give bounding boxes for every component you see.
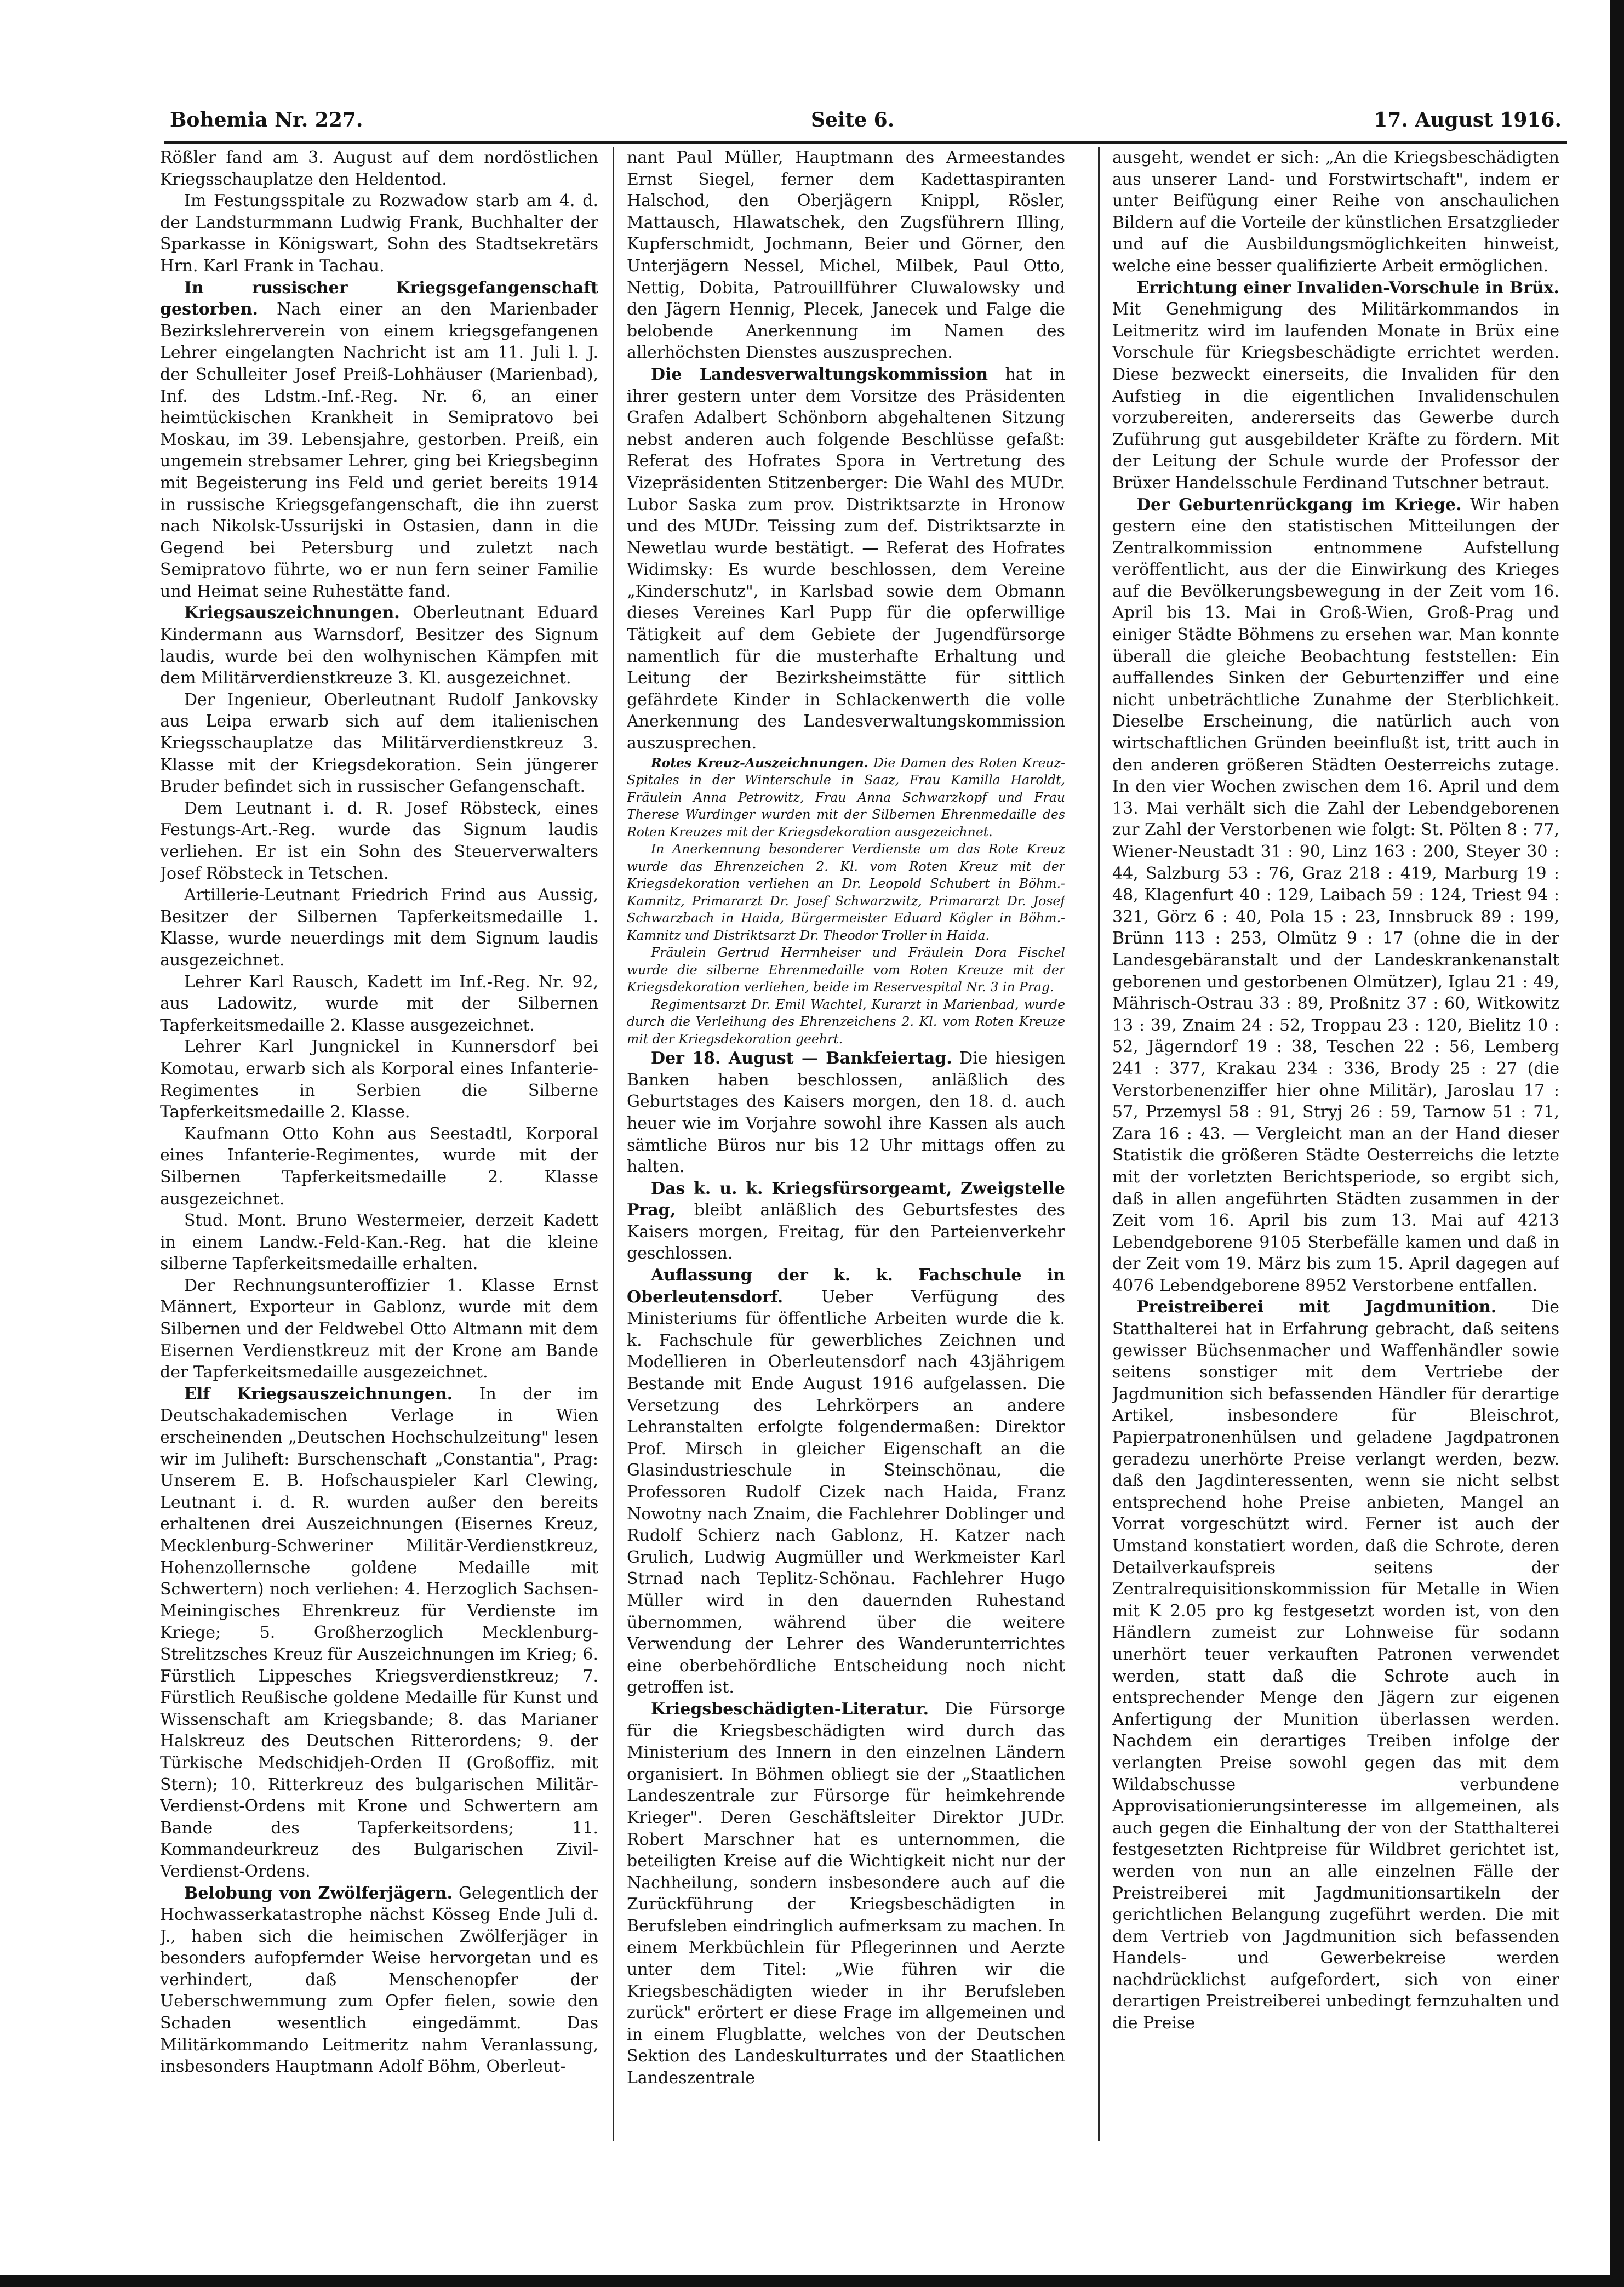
article-paragraph	[160, 1210, 598, 1275]
article-headline: Die Landesverwaltungskommission	[651, 364, 988, 384]
article-headline: Der 18. August — Bankfeiertag.	[651, 1049, 952, 1068]
scan-edge-right	[1610, 0, 1624, 2287]
article-text: Dem Leutnant i. d. R. Josef Röbsteck, eines Festungs-Art.-Reg. wurde das Signum laudis verliehen. Er ist ein Sohn des Steuerverwalters Josef Röbsteck in Tetschen.	[160, 798, 598, 883]
article-text: Die hiesigen Banken haben beschlossen, anläßlich des Geburtstages des Kaisers morgen, den 18. d. auch heuer wie im Vorjahre sowohl ihre Kassen als auch sämtliche Büros nur bis 12 Uhr mittags offen zu halten.	[627, 1049, 1065, 1177]
article-text: Kaufmann Otto Kohn aus Seestadtl, Korporal eines Infanterie-Regimentes, wurde mit der Silbernen Tapferkeitsmedaille 2. Klasse ausgezeichnet.	[160, 1124, 598, 1209]
article-text: Lehrer Karl Jungnickel in Kunnersdorf bei Komotau, erwarb sich als Korporal eines Infanterie-Regimentes in Serbien die Silberne Tapferkeitsmedaille 2. Klasse.	[160, 1037, 598, 1122]
article-text: Wir haben gestern eine den statistischen Mitteilungen der Zentralkommission entnommene Aufstellung veröffentlicht, aus der die Einwirkung des Krieges auf die Bevölkerungsbewegung in der Zeit vom 16. April bis 13. Mai in Groß-Wien, Groß-Prag und einiger Städte Böhmens zu ersehen war. Man konnte überall die gleiche Beobachtung feststellen: Ein auffallendes Sinken der Geburtenziffer und eine nicht unbeträchtliche Zunahme der Sterblichkeit. Dieselbe Erscheinung, die natürlich auch von wirtschaftlichen Gründen beeinflußt ist, tritt auch in den anderen größeren Städten Oesterreichs zutage. In den vier Wochen zwischen dem 16. April und dem 13. Mai verhält sich die Zahl der Lebendgeborenen zur Zahl der Verstorbenen wie folgt: St. Pölten 8 : 77, Wiener-Neustadt 31 : 90, Linz 163 : 200, Steyer 30 : 44, Salzburg 53 : 76, Graz 218 : 419, Marburg 19 : 48, Klagenfurt 40 : 129, Laibach 59 : 124, Triest 94 : 321, Görz 6 : 40, Pola 15 : 23, Innsbruck 89 : 199, Brünn 113 : 253, Olmütz 9 : 17 (ohne die in der Landesgebäranstalt und der Landeskrankenanstalt geborenen und gestorbenen Olmützer), Iglau 21 : 49, Mährisch-Ostrau 33 : 89, Proßnitz 37 : 60, Witkowitz 13 : 39, Znaim 24 : 52, Troppau 23 : 120, Bielitz 10 : 52, Jägerndorf 19 : 38, Teschen 22 : 56, Lemberg 241 : 377, Krakau 234 : 336, Brody 25 : 27 (die Verstorbenenziffer hier ohne Militär), Jaroslau 17 : 57, Przemysl 58 : 91, Stryj 26 : 59, Tarnow 51 : 71, Zara 16 : 43. — Vergleicht man an der Hand dieser Statistik die größeren Städte Oesterreichs die letzte mit der vorletzten Berichtsperiode, so ergibt sich, daß in allen angeführten Städten zusammen in der Zeit vom 16. April bis zum 13. Mai auf 4213 Lebendgeborene 9105 Sterbefälle kamen und daß in der Zeit vom 19. März bis zum 15. April dagegen auf 4076 Lebendgeborene 8952 Verstorbene entfallen.	[1112, 495, 1559, 1295]
header-page-number: Seite 6.	[811, 108, 895, 131]
article-paragraph	[627, 364, 1065, 754]
article-text: Stud. Mont. Bruno Westermeier, derzeit Kadett in einem Landw.-Feld-Kan.-Reg. hat die kleine silberne Tapferkeitsmedaille erhalten.	[160, 1211, 598, 1274]
column-divider	[613, 147, 614, 2141]
article-text: Ueber Verfügung des Ministeriums für öffentliche Arbeiten wurde die k. k. Fachschule für gewerbliches Zeichnen und Modellieren in Oberleutensdorf nach 43jährigem Bestande mit Ende August 1916 aufgelassen. Die Versetzung des Lehrkörpers an andere Lehranstalten erfolgte folgendermaßen: Direktor Prof. Mirsch in gleicher Eigenschaft an die Glasindustrieschule in Steinschönau, die Professoren Rudolf Cizek nach Haida, Franz Nowotny nach Znaim, die Fachlehrer Doblinger und Rudolf Schierz nach Gablonz, H. Katzer nach Grulich, Ludwig Augmüller und Werkmeister Karl Strnad nach Teplitz-Schönau. Fachlehrer Hugo Müller wird in den dauernden Ruhestand übernommen, während über die weitere Verwendung der Lehrer des Wanderunterrichtes eine oberbehördliche Entscheidung noch nicht getroffen ist.	[627, 1287, 1065, 1697]
article-paragraph	[160, 798, 598, 884]
article-text: Der Rechnungsunteroffizier 1. Klasse Ernst Männert, Exporteur in Gablonz, wurde mit dem Silbernen und der Feldwebel Otto Altmann mit dem Eisernen Verdienstkreuz mit der Krone am Bande der Tapferkeitsmedaille ausgezeichnet.	[160, 1276, 598, 1382]
article-text: Regimentsarzt Dr. Emil Wachtel, Kurarzt in Marienbad, wurde durch die Verleihung des Ehrenzeichens 2. Kl. vom Roten Kreuze mit der Kriegsdekoration geehrt.	[627, 996, 1065, 1047]
article-headline: Belobung von Zwölferjägern.	[184, 1883, 453, 1903]
article-text: Rößler fand am 3. August auf dem nordöstlichen Kriegsschauplatze den Heldentod.	[160, 148, 598, 189]
header-rule	[164, 141, 1567, 144]
article-text: ausgeht, wendet er sich: „An die Kriegsbeschädigten aus unserer Land- und Forstwirtschaft", indem er unter Beifügung einer Reihe von anschaulichen Bildern auf die Vorteile der künstlichen Ersatzglieder und auf die Ausbildungsmöglichkeiten hinweist, welche eine besser qualifizierte Arbeit ermöglichen.	[1112, 148, 1559, 276]
header-date: 17. August 1916.	[1374, 108, 1562, 131]
article-text: Mit Genehmigung des Militärkommandos in Leitmeritz wird im laufenden Monate in Brüx eine Vorschule für Kriegsbeschädigte errichtet werden. Diese bezweckt einerseits, die Invaliden für den Aufstieg in die eigentlichen Invalidenschulen vorzubereiten, andererseits das Gewerbe durch Zuführung gut ausgebildeter Kräfte zu fördern. Mit der Leitung der Schule wurde der Professor der Brüxer Handelsschule Ferdinand Tutschner betraut.	[1112, 300, 1559, 493]
article-paragraph	[160, 277, 598, 603]
article-paragraph	[1112, 147, 1559, 277]
article-text: Nach einer an den Marienbader Bezirkslehrerverein von einem kriegsgefangenen Lehrer eingelangten Nachricht ist am 11. Juli l. J. der Schulleiter Josef Preiß-Lohhäuser (Marienbad), Inf. des Ldstm.-Inf.-Reg. Nr. 6, an einer heimtückischen Krankheit in Semipratovo bei Moskau, im 39. Lebensjahre, gestorben. Preiß, ein ungemein strebsamer Lehrer, ging bei Kriegsbeginn mit Begeisterung ins Feld und geriet bereits 1914 in russische Kriegsgefangenschaft, die ihn zuerst nach Nikolsk-Ussurijski in Ostasien, dann in die Gegend bei Petersburg und zuletzt nach Semipratovo führte, wo er nun fern seiner Familie und Heimat seine Ruhestätte fand.	[160, 300, 598, 601]
article-paragraph	[627, 841, 1065, 944]
article-paragraph	[160, 147, 598, 190]
article-headline: Errichtung einer Invaliden-Vorschule in Brüx.	[1136, 278, 1559, 298]
article-paragraph	[160, 971, 598, 1037]
article-headline: Rotes Kreuz-Auszeichnungen.	[651, 754, 868, 770]
article-text: Die Statthalterei hat in Erfahrung gebracht, daß seitens gewisser Büchsenmacher und Waffenhändler sowie seitens sonstiger mit dem Vertriebe der Jagdmunition sich befassenden Händler für derartige Artikel, insbesondere für Bleischrot, Papierpatronenhülsen und geladene Jagdpatronen geradezu unerhörte Preise verlangt werden, bezw. daß den Jagdinteressenten, wenn sie nicht selbst entsprechend hohe Preise anbieten, Mangel an Vorrat vorgeschützt wird. Ferner ist auch der Umstand konstatiert worden, daß die Schrote, deren Detailverkaufspreis seitens der Zentralrequisitionskommission für Metalle in Wien mit K 2.05 pro kg festgesetzt worden ist, von den Händlern zumeist zur Lohnweise für sodann unerhört teuer verkauften Patronen verwendet werden, statt daß die Schrote auch in entsprechender Menge den Jägern zur eigenen Anfertigung der Munition überlassen werden. Nachdem ein derartiges Treiben infolge der verlangten Preise sowohl gegen das mit dem Wildabschusse verbundene Approvisationierungsinteresse im allgemeinen, als auch gegen die Einhaltung der von der Statthalterei festgesetzten Richtpreise für Wildbret gerichtet ist, werden von nun an alle einzelnen Fälle der Preistreiberei mit Jagdmunitionsartikeln der gerichtlichen Belangung zugeführt werden. Die mit dem Vertrieb von Jagdmunition sich befassenden Handels- und Gewerbekreise werden nachdrücklichst aufgefordert, sich von einer derartigen Preistreiberei unbedingt fernzuhalten und die Preise	[1112, 1297, 1559, 2033]
article-paragraph	[1112, 494, 1559, 1297]
article-headline: Kriegsauszeichnungen.	[184, 603, 400, 623]
article-headline: Das k. u. k. Kriegsfürsorgeamt, Zweigstelle Prag,	[627, 1179, 1065, 1220]
article-paragraph	[627, 944, 1065, 996]
article-paragraph	[160, 689, 598, 798]
article-text: Die Fürsorge für die Kriegsbeschädigten wird durch das Ministerium des Innern in den einzelnen Ländern organisiert. In Böhmen obliegt sie der „Staatlichen Landeszentrale zur Fürsorge für heimkehrende Krieger". Deren Geschäftsleiter Direktor JUDr. Robert Marschner hat es unternommen, die beteiligten Kreise auf die Wichtigkeit nicht nur der Nachheilung, sondern insbesondere auch auf die Zurückführung der Kriegsbeschädigten in Berufsleben eindringlich aufmerksam zu machen. In einem Merkbüchlein für Pflegerinnen und Aerzte unter dem Titel: „Wie führen wir die Kriegsbeschädigten wieder in ihr Berufsleben zurück" erörtert er diese Frage im allgemeinen und in einem Flugblatte, welches von der Deutschen Sektion des Landeskulturrates und der Staatlichen Landeszentrale	[627, 1699, 1065, 2088]
article-text: Im Festungsspitale zu Rozwadow starb am 4. d. der Landsturmmann Ludwig Frank, Buchhalter der Sparkasse in Königswart, Sohn des Stadtsekretärs Hrn. Karl Frank in Tachau.	[160, 191, 598, 276]
article-paragraph	[1112, 1296, 1559, 2034]
article-paragraph	[160, 190, 598, 277]
column-3	[1112, 147, 1559, 2180]
article-paragraph	[160, 1883, 598, 2078]
header-issue: Bohemia Nr. 227.	[170, 108, 363, 131]
article-text: Artillerie-Leutnant Friedrich Frind aus Aussig, Besitzer der Silbernen Tapferkeitsmedaille 1. Klasse, wurde neuerdings mit dem Signum laudis ausgezeichnet.	[160, 885, 598, 970]
article-text: Gelegentlich der Hochwasserkatastrophe nächst Kösseg Ende Juli d. J., haben sich die heimischen Zwölferjäger in besonders aufopfernder Weise hervorgetan und es verhindert, daß Menschenopfer der Ueberschwemmung zum Opfer fielen, sowie den Schaden wesentlich eingedämmt. Das Militärkommando Leitmeritz nahm Veranlassung, insbesonders Hauptmann Adolf Böhm, Oberleut-	[160, 1883, 598, 2077]
article-headline: Kriegsbeschädigten-Literatur.	[651, 1699, 929, 1719]
scan-edge-bottom	[0, 2275, 1624, 2287]
page-header	[170, 108, 1562, 141]
article-paragraph	[160, 1383, 598, 1883]
column-1	[160, 147, 598, 2180]
article-text: In der im Deutschakademischen Verlage in Wien erscheinenden „Deutschen Hochschulzeitung" lesen wir im Juliheft: Burschenschaft „Constantia", Prag: Unserem E. B. Hofschauspieler Karl Clewing, Leutnant i. d. R. wurden außer den bereits erhaltenen drei Auszeichnungen (Eisernes Kreuz, Mecklenburg-Schweriner Militär-Verdienstkreuz, Hohenzollernsche goldene Medaille mit Schwertern) noch verliehen: 4. Herzoglich Sachsen-Meiningisches Ehrenkreuz für Verdienste im Kriege; 5. Großherzoglich Mecklenburg-Strelitzsches Kreuz für Auszeichnungen im Krieg; 6. Fürstlich Lippesches Kriegsverdienstkreuz; 7. Fürstlich Reußische goldene Medaille für Kunst und Wissenschaft am Kriegsbande; 8. das Marianer Halskreuz des Deutschen Ritterordens; 9. der Türkische Medschidjeh-Orden II (Großoffiz. mit Stern); 10. Ritterkreuz des bulgarischen Militär-Verdienst-Ordens mit Krone und Schwertern am Bande des Tapferkeitsordens; 11. Kommandeurkreuz des Bulgarischen Zivil-Verdienst-Ordens.	[160, 1384, 598, 1881]
article-headline: Preistreiberei mit Jagdmunition.	[1136, 1297, 1497, 1317]
article-paragraph	[160, 1036, 598, 1123]
article-paragraph	[160, 1123, 598, 1210]
article-headline: Der Geburtenrückgang im Kriege.	[1136, 495, 1462, 514]
article-paragraph	[627, 1178, 1065, 1265]
article-paragraph	[160, 602, 598, 689]
article-text: Die Damen des Roten Kreuz-Spitales in der Winterschule in Saaz, Frau Kamilla Haroldt, Fräulein Anna Petrowitz, Frau Anna Schwarzkopf und Frau Therese Wurdinger wurden mit der Silbernen Ehrenmedaille des Roten Kreuzes mit der Kriegsdekoration ausgezeichnet.	[627, 754, 1065, 839]
article-headline: Auflassung der k. k. Fachschule in Oberleutensdorf.	[627, 1266, 1065, 1307]
article-text: Der Ingenieur, Oberleutnant Rudolf Jankovsky aus Leipa erwarb sich auf dem italienischen Kriegsschauplatze das Militärverdienstkreuz 3. Klasse mit der Kriegsdekoration. Sein jüngerer Bruder befindet sich in russischer Gefangenschaft.	[160, 690, 598, 797]
article-text: hat in ihrer gestern unter dem Vorsitze des Präsidenten Grafen Adalbert Schönborn abgehaltenen Sitzung nebst anderen auch folgende Beschlüsse gefaßt: Referat des Hofrates Spora in Vertretung des Vizepräsidenten Stitzenberger: Die Wahl des MUDr. Lubor Saska zum prov. Distriktsarzte in Hronow und des MUDr. Teissing zum def. Distriktsarzte in Newetlau wurde bestätigt. — Referat des Hofrates Widimsky: Es wurde beschlossen, dem Vereine „Kinderschutz", in Karlsbad sowie dem Obmann dieses Vereines Karl Pupp für die opferwillige Tätigkeit auf dem Gebiete der Jugendfürsorge namentlich für die musterhafte Erhaltung und Leitung der Bezirksheimstätte für sittlich gefährdete Kinder in Schlackenwerth die volle Anerkennung des Landesverwaltungskommission auszusprechen.	[627, 364, 1065, 753]
article-paragraph	[160, 1275, 598, 1383]
article-paragraph	[160, 884, 598, 971]
article-text: Lehrer Karl Rausch, Kadett im Inf.-Reg. Nr. 92, aus Ladowitz, wurde mit der Silbernen Tapferkeitsmedaille 2. Klasse ausgezeichnet.	[160, 972, 598, 1035]
column-divider	[1098, 147, 1100, 2141]
article-paragraph	[1112, 277, 1559, 494]
article-text: nant Paul Müller, Hauptmann des Armeestandes Ernst Siegel, ferner dem Kadettaspiranten Halschod, den Oberjägern Knippl, Rösler, Mattausch, Hlawatschek, den Zugsführern Illing, Kupferschmidt, Jochmann, Beier und Görner, den Unterjägern Nessel, Michel, Milbek, Paul Otto, Nettig, Dobita, Patrouillführer Cluwalowsky und den Jägern Hennig, Plecek, Janecek und Falge die belobende Anerkennung im Namen des allerhöchsten Dienstes auszusprechen.	[627, 148, 1065, 363]
article-paragraph	[627, 147, 1065, 364]
article-headline: In russischer Kriegsgefangenschaft gestorben.	[160, 278, 598, 319]
article-text: In Anerkennung besonderer Verdienste um das Rote Kreuz wurde das Ehrenzeichen 2. Kl. vom Roten Kreuz mit der Kriegsdekoration verliehen an Dr. Leopold Schubert in Böhm.-Kamnitz, Primararzt Dr. Josef Schwarzwitz, Primararzt Dr. Josef Schwarzbach in Haida, Bürgermeister Eduard Kögler in Böhm.-Kamnitz und Distriktsarzt Dr. Theodor Troller in Haida.	[627, 841, 1065, 943]
article-text: Fräulein Gertrud Herrnheiser und Fräulein Dora Fischel wurde die silberne Ehrenmedaille vom Roten Kreuze mit der Kriegsdekoration verliehen, beide im Reservespital Nr. 3 in Prag.	[627, 945, 1065, 995]
article-paragraph	[627, 1265, 1065, 1699]
article-text: bleibt anläßlich des Geburtsfestes des Kaisers morgen, Freitag, für den Parteienverkehr geschlossen.	[627, 1200, 1065, 1263]
article-headline: Elf Kriegsauszeichnungen.	[184, 1384, 453, 1404]
article-text: Oberleutnant Eduard Kindermann aus Warnsdorf, Besitzer des Signum laudis, wurde bei den wolhynischen Kämpfen mit dem Militärverdienstkreuze 3. Kl. ausgezeichnet.	[160, 603, 598, 688]
column-2	[627, 147, 1065, 2180]
article-paragraph	[627, 1048, 1065, 1178]
article-paragraph	[627, 754, 1065, 841]
article-paragraph	[627, 996, 1065, 1048]
article-paragraph	[627, 1699, 1065, 2089]
